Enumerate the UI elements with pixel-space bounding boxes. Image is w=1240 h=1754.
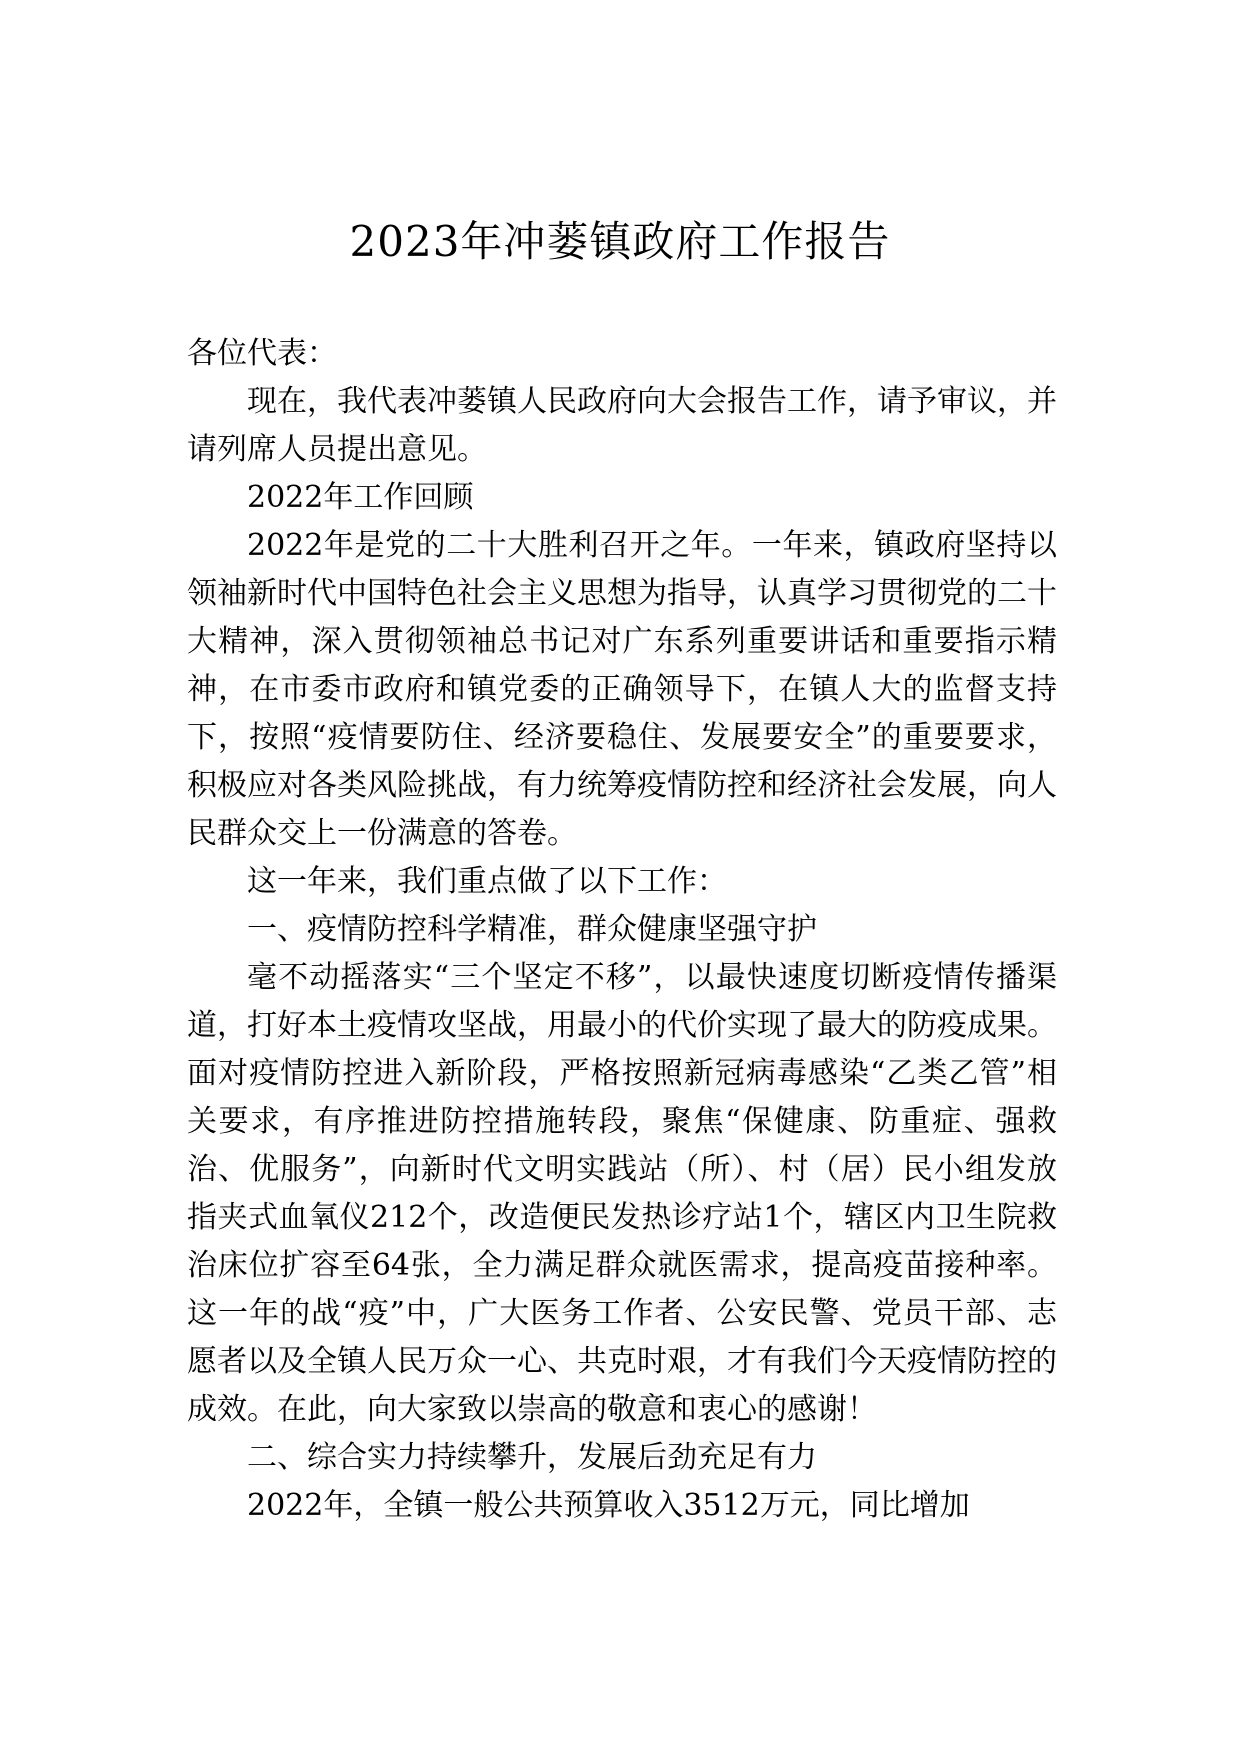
document-title: 2023年冲蒌镇政府工作报告	[349, 217, 891, 266]
paragraph-epidemic: 毫不动摇落实“三个坚定不移”，以最快速度切断疫情传播渠道，打好本土疫情攻坚战，用最小的代价实现了最大的防疫成果。面对疫情防控进入新阶段，严格按照新冠病毒感染“乙类乙管”相关要求，有序推进防控措施转段，聚焦“保健康、防重症、强救治、优服务”，向新时代文明实践站（所）、村（居）民小组发放指夹式血氧仪212个，改造便民发热诊疗站1个，辖区内卫生院救治床位扩容至64张，全力满足群众就医需求，提高疫苗接种率。这一年的战“疫”中，广大医务工作者、公安民警、党员干部、志愿者以及全镇人民万众一心、共克时艰，才有我们今天疫情防控的成效。在此，向大家致以崇高的敬意和衷心的感谢！	[187, 960, 1057, 1427]
salutation: 各位代表：	[187, 336, 337, 371]
document-body	[187, 330, 1057, 1530]
paragraph-intro: 现在，我代表冲蒌镇人民政府向大会报告工作，请予审议，并请列席人员提出意见。	[187, 384, 1057, 467]
section-heading-strength: 二、综合实力持续攀升，发展后劲充足有力	[247, 1440, 817, 1475]
section-heading-epidemic: 一、疫情防控科学精准，群众健康坚强守护	[247, 912, 817, 947]
paragraph-revenue: 2022年，全镇一般公共预算收入3512万元，同比增加	[247, 1488, 970, 1523]
section-heading-review: 2022年工作回顾	[247, 480, 474, 515]
paragraph-review-summary: 2022年是党的二十大胜利召开之年。一年来，镇政府坚持以领袖新时代中国特色社会主义思想为指导，认真学习贯彻党的二十大精神，深入贯彻领袖总书记对广东系列重要讲话和重要指示精神，在市委市政府和镇党委的正确领导下，在镇人大的监督支持下，按照“疫情要防住、经济要稳住、发展要安全”的重要要求，积极应对各类风险挑战，有力统筹疫情防控和经济社会发展，向人民群众交上一份满意的答卷。	[187, 528, 1057, 851]
paragraph-work-lead: 这一年来，我们重点做了以下工作：	[247, 864, 727, 899]
